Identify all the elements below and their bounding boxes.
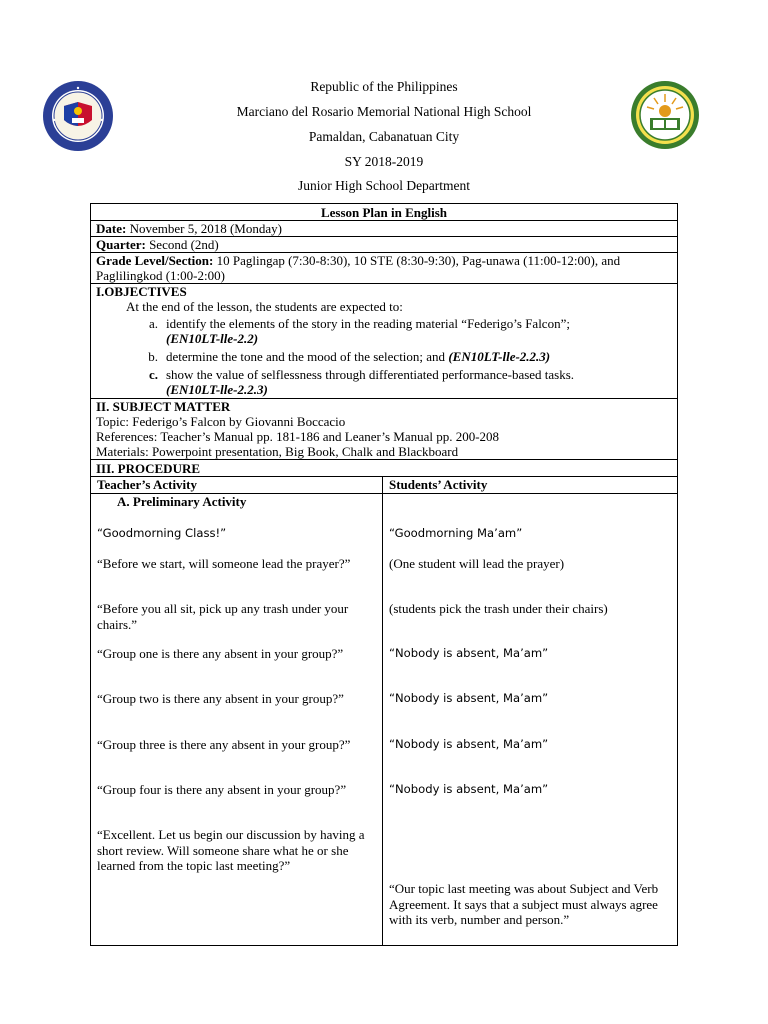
header-school-year: SY 2018-2019 [344, 154, 424, 169]
teacher-line: “Group three is there any absent in your group?” [97, 737, 351, 752]
objective-letter: b. [148, 349, 158, 364]
student-line: “Nobody is absent, Ma’am” [389, 782, 549, 796]
teacher-line: “Group two is there any absent in your group?” [97, 691, 344, 706]
date-value: November 5, 2018 (Monday) [126, 221, 282, 236]
student-line: “Goodmorning Ma’am” [389, 526, 523, 540]
objective-code: (EN10LT-lle-2.2) [166, 331, 259, 346]
quarter-label: Quarter: [96, 237, 146, 252]
grade-label: Grade Level/Section: [96, 253, 214, 268]
student-line: “Nobody is absent, Ma’am” [389, 691, 549, 705]
teacher-line: “Group four is there any absent in your group?” [97, 782, 347, 797]
objective-code: (EN10LT-lle-2.2.3) [448, 349, 551, 364]
preliminary-activity-subheading: A. Preliminary Activity [117, 494, 247, 509]
student-line: “Nobody is absent, Ma’am” [389, 737, 549, 751]
objective-letter: a. [148, 316, 158, 331]
student-line: “Our topic last meeting was about Subject and Verb Agreement. It says that a subject must always agree with its verb, number and person.” [389, 881, 659, 927]
subject-matter-section [91, 399, 677, 460]
objective-text: identify the elements of the story in the reading material “Federigo’s Falcon”; [166, 316, 570, 331]
subject-materials: Materials: Powerpoint presentation, Big Book, Chalk and Blackboard [96, 444, 459, 459]
date-row [91, 221, 677, 237]
student-line: (students pick the trash under their chairs) [389, 601, 608, 616]
header-department: Junior High School Department [297, 178, 471, 193]
teacher-line: “Goodmorning Class!” [97, 526, 227, 540]
lesson-plan-table [90, 203, 678, 946]
objective-text: show the value of selflessness through differentiated performance-based tasks. [166, 367, 575, 382]
lesson-plan-title: Lesson Plan in English [91, 204, 677, 221]
student-line: (One student will lead the prayer) [389, 556, 565, 571]
school-seal-icon [630, 80, 700, 154]
grade-section-row [91, 253, 677, 284]
procedure-header-row [91, 477, 677, 494]
objectives-section [91, 284, 677, 399]
teacher-line: “Excellent. Let us begin our discussion by having a short review. Will someone share what he or she learned from the topic last meeting?” [97, 827, 365, 873]
header-school-name: Marciano del Rosario Memorial National High School [236, 104, 532, 119]
objective-item [136, 367, 672, 397]
teacher-activity-column [91, 494, 383, 945]
header-republic: Republic of the Philippines [310, 79, 458, 94]
subject-topic: Topic: Federigo’s Falcon by Giovanni Boccacio [96, 414, 346, 429]
students-activity-column [383, 494, 677, 945]
objective-code: (EN10LT-lle-2.2.3) [166, 382, 268, 397]
grade-value: 10 Paglingap (7:30-8:30), 10 STE (8:30-9:30), Pag-unawa (11:00-12:00), and Paglilingkod (1:00-2:00) [96, 253, 621, 283]
teacher-line: “Before we start, will someone lead the prayer?” [97, 556, 351, 571]
objective-item [136, 349, 672, 364]
quarter-value: Second (2nd) [145, 237, 219, 252]
objectives-heading: I.OBJECTIVES [96, 284, 187, 299]
students-activity-header: Students’ Activity [389, 477, 488, 492]
header-address: Pamaldan, Cabanatuan City [308, 129, 460, 144]
objectives-intro: At the end of the lesson, the students are expected to: [126, 299, 403, 314]
quarter-row [91, 237, 677, 253]
teacher-line: “Group one is there any absent in your group?” [97, 646, 344, 661]
procedure-body [91, 494, 677, 945]
teacher-activity-header: Teacher’s Activity [91, 477, 383, 493]
subject-references: References: Teacher’s Manual pp. 181-186 and Leaner’s Manual pp. 200-208 [96, 429, 500, 444]
teacher-line: “Before you all sit, pick up any trash under your chairs.” [97, 601, 349, 632]
procedure-heading: III. PROCEDURE [91, 460, 677, 477]
objective-text: determine the tone and the mood of the selection; and [166, 349, 446, 364]
student-line: “Nobody is absent, Ma’am” [389, 646, 549, 660]
deped-seal-icon [42, 80, 114, 156]
objective-letter: c. [148, 367, 158, 382]
subject-matter-heading: II. SUBJECT MATTER [96, 399, 231, 414]
objective-item [136, 316, 672, 346]
date-label: Date: [96, 221, 127, 236]
